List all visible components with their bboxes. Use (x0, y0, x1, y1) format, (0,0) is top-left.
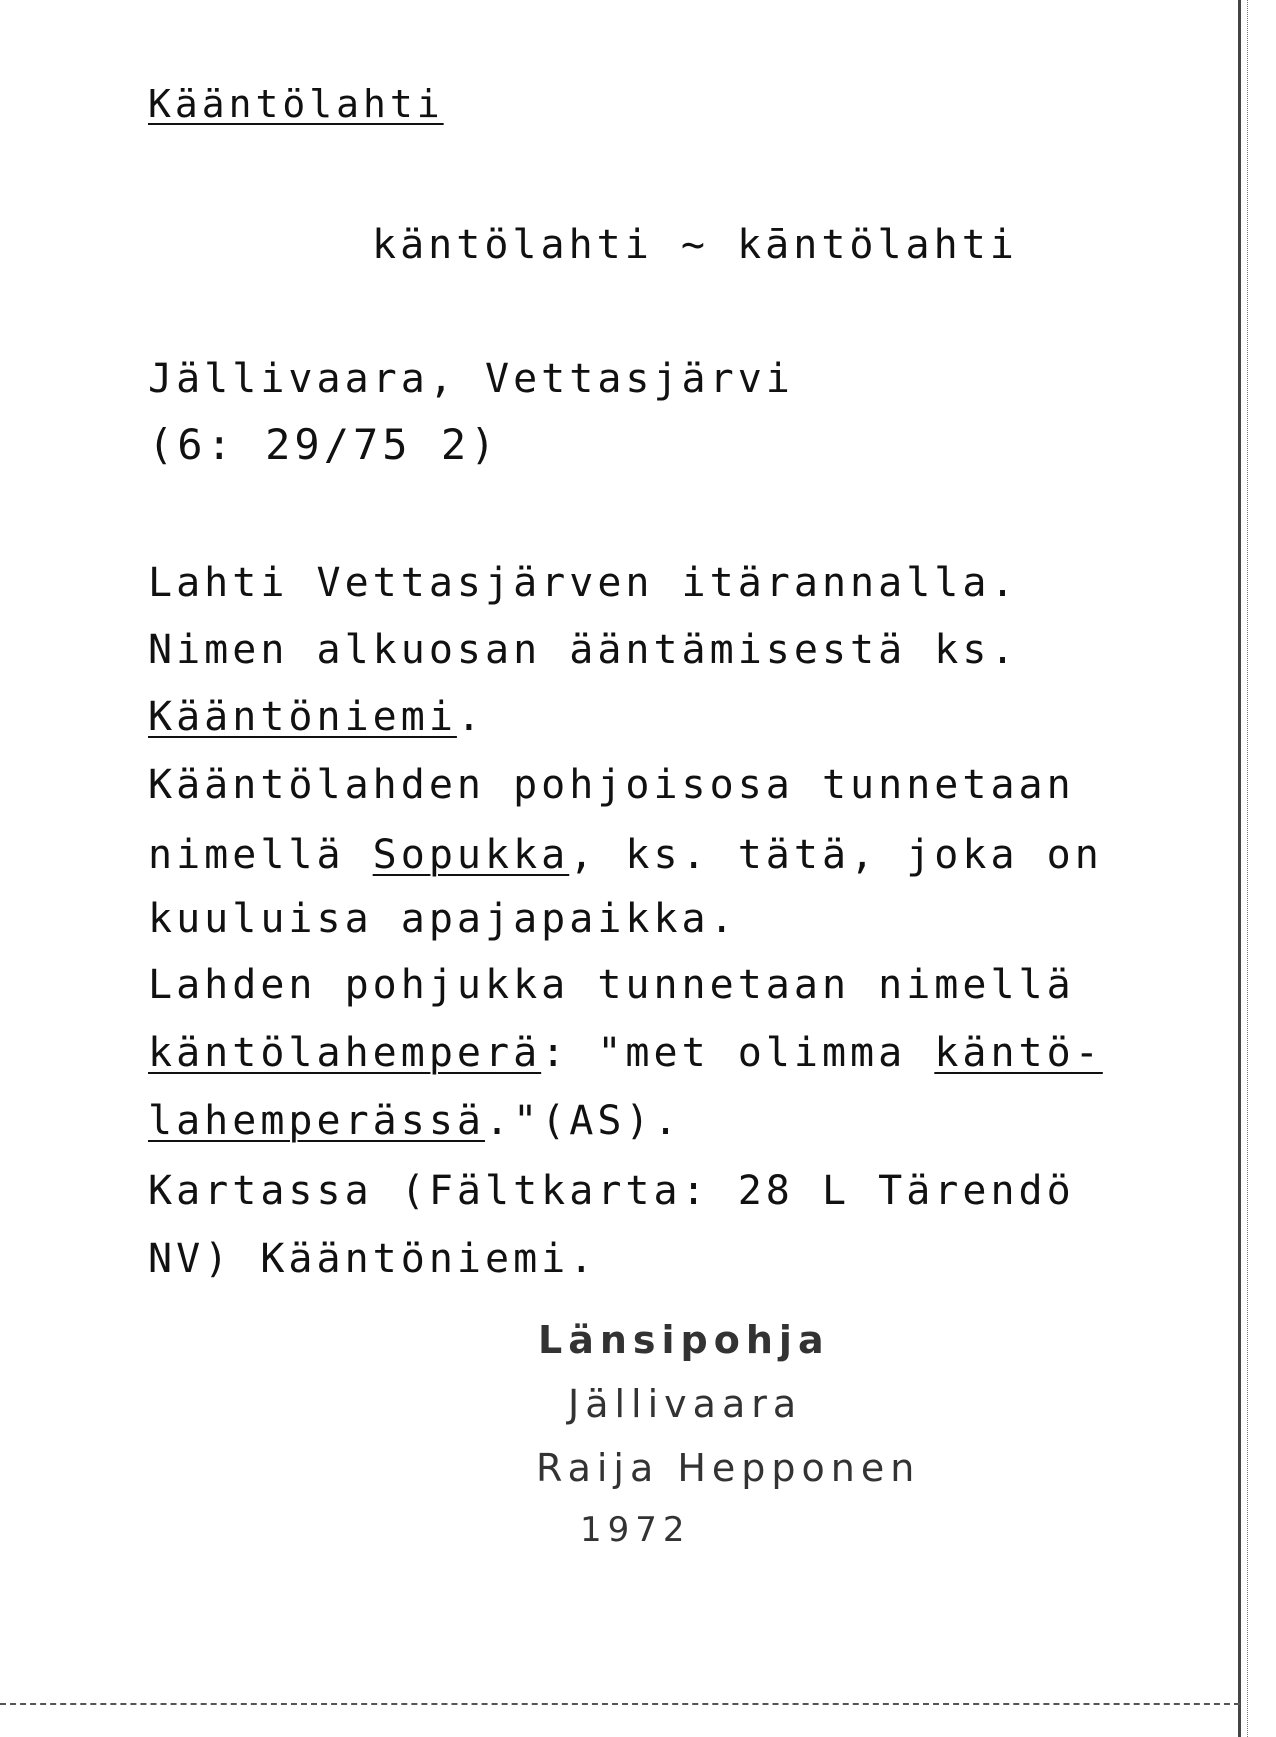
body-line-6: kuuluisa apajapaikka. (148, 896, 738, 942)
body-line-11: NV) Kääntöniemi. (148, 1236, 598, 1282)
cross-reference-sopukka[interactable]: Sopukka (372, 832, 570, 878)
body-line-3 (148, 694, 485, 740)
body-line-1: Lahti Vettasjärven itärannalla. (148, 560, 1019, 606)
line5-start: nimellä (148, 832, 373, 878)
body-line-2: Nimen alkuosan ääntämisestä ks. (148, 627, 1019, 673)
body-line-4: Kääntölahden pohjoisosa tunnetaan (148, 762, 1075, 808)
body-line-5 (148, 832, 1103, 878)
body-line-7: Lahden pohjukka tunnetaan nimellä (148, 962, 1075, 1008)
quoted-term-start: käntö- (934, 1030, 1103, 1076)
body-line-8 (148, 1030, 1103, 1076)
stamp-collector: Raija Hepponen (536, 1446, 921, 1490)
location: Jällivaara, Vettasjärvi (148, 356, 794, 402)
quote-start: : "met olimma (541, 1030, 935, 1076)
cross-reference-kaantoniemi[interactable]: Kääntöniemi (148, 694, 457, 740)
quote-end: ."(AS). (484, 1098, 682, 1144)
line5-end: , ks. tätä, joka on (569, 832, 1103, 878)
card-heading: Kääntölahti (148, 82, 444, 126)
stamp-parish: Jällivaara (568, 1382, 803, 1426)
card-right-edge-shadow (1247, 0, 1248, 1737)
stamp-year: 1972 (580, 1510, 691, 1550)
body-line-9 (148, 1098, 682, 1144)
stamp-region: Länsipohja (538, 1318, 830, 1362)
card-bottom-edge (0, 1703, 1240, 1705)
period: . (456, 694, 485, 740)
term-kantolahempera: käntölahemperä (148, 1030, 542, 1076)
reference-code: (6: 29/75 2) (148, 420, 500, 469)
body-line-10: Kartassa (Fältkarta: 28 L Tärendö (148, 1168, 1075, 1214)
pronunciation: käntölahti ~ kāntölahti (372, 222, 1018, 268)
card-right-edge (1238, 0, 1241, 1737)
quoted-term-end: lahemperässä (148, 1098, 485, 1144)
